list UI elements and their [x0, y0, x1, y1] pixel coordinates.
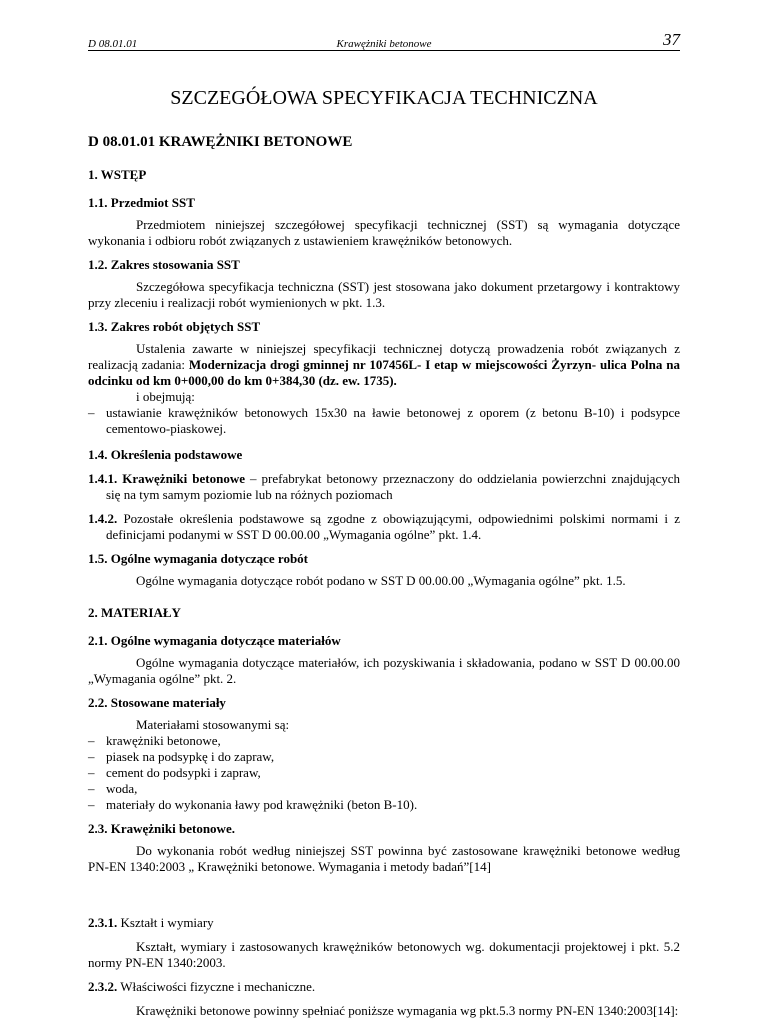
section-1-heading: 1. WSTĘP [88, 167, 147, 182]
section-1-4-2 [88, 511, 680, 543]
section-2-3-text: Do wykonania robót według niniejszej SST powinna być zastosowane krawężniki betonowe według PN-EN 1340:2003 „ Krawężniki betonowe. Wymagania i metody badań”[14] [88, 843, 680, 874]
section-2-3-1-text: Kształt, wymiary i zastosowanych krawężników betonowych wg. dokumentacji projektowej i pkt. 5.2 normy PN-EN 1340:2003. [88, 939, 680, 970]
section-2-3-2-title: Właściwości fizyczne i mechaniczne. [117, 979, 316, 994]
section-2-3-2-number: 2.3.2. [88, 979, 118, 994]
section-1-4-heading: 1.4. Określenia podstawowe [88, 447, 243, 462]
section-1-2-text: Szczegółowa specyfikacja techniczna (SST) jest stosowana jako dokument przetargowy i kontraktowy przy zleceniu i realizacji robót wymienionych w pkt. 1.3. [88, 279, 680, 310]
doc-title: D 08.01.01 KRAWĘŻNIKI BETONOWE [88, 134, 353, 150]
materials-list-item: – cement do podsypki i zapraw, [88, 765, 680, 781]
section-1-3-text [88, 341, 680, 389]
section-2-1-heading: 2.1. Ogólne wymagania dotyczące materiałów [88, 633, 341, 648]
section-1-2-heading: 1.2. Zakres stosowania SST [88, 257, 240, 272]
section-1-3-text-a: Ustalenia zawarte w niniejszej specyfikacji technicznej dotyczą prowadzenia robót związanych z realizacją zadania: [88, 341, 680, 372]
header-doc-code: D 08.01.01 [88, 38, 138, 50]
main-title: SZCZEGÓŁOWA SPECYFIKACJA TECHNICZNA [170, 87, 598, 109]
header-title: Krawężniki betonowe [336, 38, 432, 50]
section-2-3-1-title: Kształt i wymiary [117, 915, 214, 930]
section-2-1-text: Ogólne wymagania dotyczące materiałów, ich pozyskiwania i składowania, podano w SST D 00.00.00 „Wymagania ogólne” pkt. 2. [88, 655, 680, 686]
section-1-1-text: Przedmiotem niniejszej szczegółowej specyfikacji technicznej (SST) są wymagania dotyczące wykonania i odbioru robót związanych z ustawieniem krawężników betonowych. [88, 217, 680, 248]
section-1-3-obejmuja: i obejmują: [136, 389, 195, 404]
section-1-4-1 [88, 471, 680, 503]
project-name: Modernizacja drogi gminnej nr 107456L- I etap w miejscowości Żyrzyn- ulica Polna na odcinku od km 0+000,00 do km 0+384,30 (dz. ew. 1735). [88, 357, 681, 388]
section-1-4-2-number: 1.4.2. [88, 511, 118, 526]
section-1-3-list-item: – ustawianie krawężników betonowych 15x30 na ławie betonowej z oporem (z betonu B-10) i podsypce cementowo-piaskowej. [88, 405, 680, 437]
section-2-2-heading: 2.2. Stosowane materiały [88, 695, 226, 710]
section-1-4-2-text: Pozostałe określenia podstawowe są zgodne z obowiązującymi, odpowiednimi polskimi normami i z definicjami podanymi w SST D 00.00.00 „Wymagania ogólne” pkt. 1.4. [106, 511, 680, 542]
section-2-3-heading: 2.3. Krawężniki betonowe. [88, 821, 235, 836]
section-2-3-1-heading [88, 915, 680, 931]
section-1-3-heading: 1.3. Zakres robót objętych SST [88, 319, 261, 334]
materials-list-item: – woda, [88, 781, 680, 797]
section-2-3-1-number: 2.3.1. [88, 915, 118, 930]
section-1-1-heading: 1.1. Przedmiot SST [88, 195, 195, 210]
section-1-5-heading: 1.5. Ogólne wymagania dotyczące robót [88, 551, 309, 566]
section-2-heading: 2. MATERIAŁY [88, 605, 181, 620]
materials-list-item: – materiały do wykonania ławy pod krawężniki (beton B-10). [88, 797, 680, 813]
section-2-3-2-text: Krawężniki betonowe powinny spełniać poniższe wymagania wg pkt.5.3 normy PN-EN 1340:2003[14]: [136, 1003, 679, 1018]
section-1-4-1-term: Krawężniki betonowe [122, 471, 245, 486]
section-2-3-2-heading [88, 979, 680, 995]
section-1-5-text: Ogólne wymagania dotyczące robót podano w SST D 00.00.00 „Wymagania ogólne” pkt. 1.5. [136, 573, 626, 588]
section-1-4-1-number: 1.4.1. [88, 471, 118, 486]
materials-list-item: – krawężniki betonowe, [88, 733, 680, 749]
running-header [88, 22, 680, 51]
materials-list-item: – piasek na podsypkę i do zapraw, [88, 749, 680, 765]
section-1-4-1-text: – prefabrykat betonowy przeznaczony do oddzielania powierzchni znajdujących się na tym samym poziomie lub na różnych poziomach [106, 471, 680, 502]
page-number: 37 [663, 30, 680, 49]
section-2-2-intro: Materiałami stosowanymi są: [136, 717, 290, 732]
document-body [88, 133, 680, 1019]
